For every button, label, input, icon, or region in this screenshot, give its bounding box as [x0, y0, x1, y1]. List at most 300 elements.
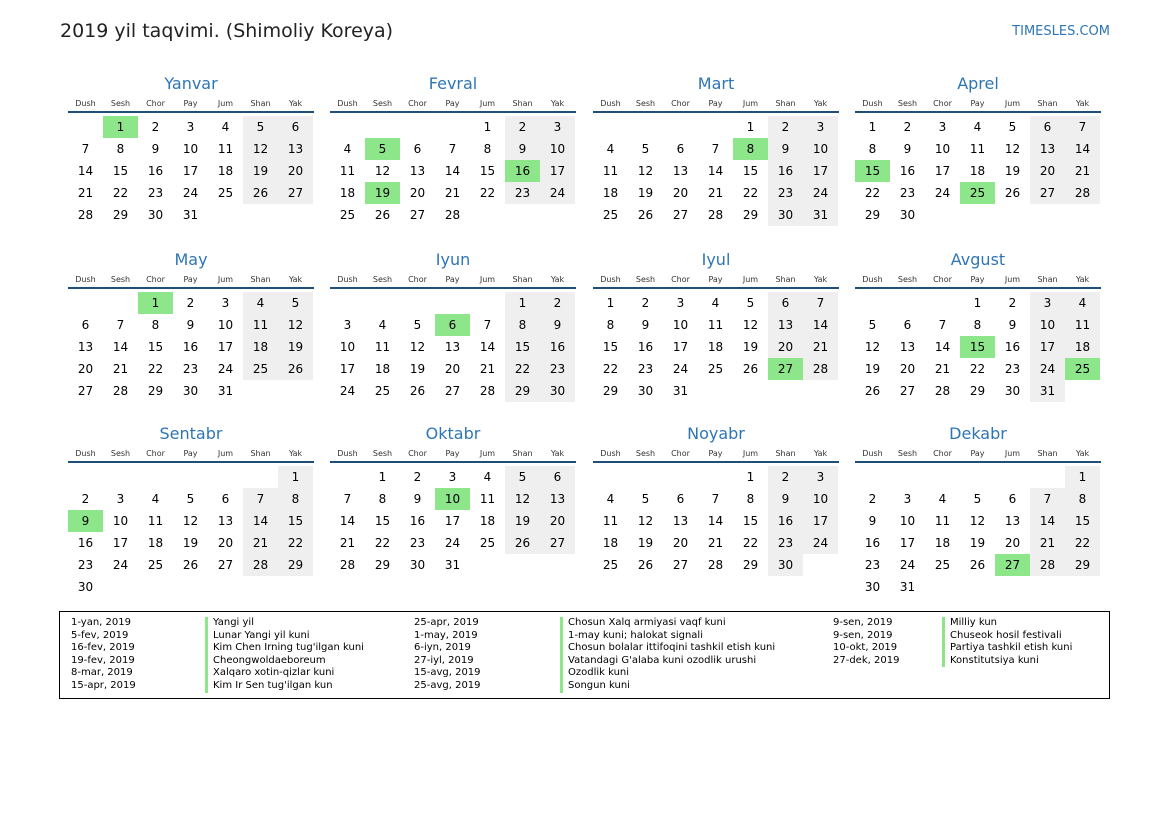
day-cell: 4 [221, 120, 230, 134]
day-cell: 4 [973, 120, 982, 134]
month-may [68, 249, 314, 402]
weekday-label: Chor [408, 449, 427, 458]
legend-holiday-name: Partiya tashkil etish kuni [942, 642, 1072, 655]
day-cell: 1 [483, 120, 492, 134]
weekday-label: Sesh [110, 99, 131, 108]
month-iyul [593, 249, 839, 402]
month-fevral [330, 73, 576, 226]
day-cell: 16 [505, 160, 540, 182]
day-cell: 14 [444, 164, 461, 178]
weekday-label: Chor [671, 99, 690, 108]
day-cell: 5 [413, 318, 422, 332]
day-cell: 7 [711, 142, 720, 156]
day-cell: 5 [186, 492, 195, 506]
day-cell: 23 [637, 362, 654, 376]
empty-cell [103, 292, 138, 314]
weekday-label: Dush [75, 99, 96, 108]
day-cell: 24 [1030, 358, 1065, 380]
day-cell: 19 [969, 536, 986, 550]
day-cell: 14 [1065, 138, 1100, 160]
day-cell: 13 [672, 514, 689, 528]
legend-date: 27-iyl, 2019 [414, 654, 474, 666]
day-cell: 16 [147, 164, 164, 178]
day-cell: 18 [243, 336, 278, 358]
day-cell: 5 [641, 142, 650, 156]
day-cell: 23 [768, 532, 803, 554]
day-grid [593, 116, 839, 226]
day-cell: 28 [243, 554, 278, 576]
day-cell: 5 [746, 296, 755, 310]
day-cell: 30 [182, 384, 199, 398]
legend-date: 9-sen, 2019 [833, 629, 893, 641]
day-cell: 9 [68, 510, 103, 532]
day-cell: 31 [672, 384, 689, 398]
day-cell: 1 [1065, 466, 1100, 488]
day-cell: 19 [864, 362, 881, 376]
weekday-label: Yak [813, 275, 828, 284]
day-cell: 13 [77, 340, 94, 354]
day-cell: 21 [803, 336, 838, 358]
day-cell: 17 [540, 160, 575, 182]
day-cell: 8 [483, 142, 492, 156]
weekday-label: Pay [970, 275, 985, 284]
legend-date: 16-fev, 2019 [71, 642, 135, 654]
day-cell: 23 [147, 186, 164, 200]
day-cell: 19 [1004, 164, 1021, 178]
day-cell: 11 [243, 314, 278, 336]
day-cell: 9 [768, 488, 803, 510]
day-cell: 31 [1030, 380, 1065, 402]
day-cell: 1 [973, 296, 982, 310]
day-cell: 18 [707, 340, 724, 354]
day-cell: 29 [742, 208, 759, 222]
day-cell: 9 [151, 142, 160, 156]
day-cell: 3 [540, 116, 575, 138]
day-cell: 11 [969, 142, 986, 156]
month-aprel [855, 73, 1101, 226]
day-cell: 5 [278, 292, 313, 314]
weekday-label: Jum [1004, 275, 1021, 284]
day-cell: 30 [1004, 384, 1021, 398]
month-mart [593, 73, 839, 226]
day-cell: 26 [505, 532, 540, 554]
day-cell: 13 [1030, 138, 1065, 160]
day-cell: 4 [938, 492, 947, 506]
day-cell: 21 [707, 186, 724, 200]
empty-cell [68, 466, 103, 488]
day-cell: 23 [505, 182, 540, 204]
day-cell: 15 [505, 336, 540, 358]
day-cell: 26 [374, 208, 391, 222]
empty-cell [400, 116, 435, 138]
day-cell: 17 [934, 164, 951, 178]
weekday-label: Shan [1037, 275, 1058, 284]
day-cell: 29 [147, 384, 164, 398]
weekday-label: Sesh [110, 449, 131, 458]
empty-cell [330, 292, 365, 314]
legend-holiday-name: Lunar Yangi yil kuni [205, 630, 364, 643]
day-cell: 30 [77, 580, 94, 594]
day-cell: 12 [278, 314, 313, 336]
day-cell: 8 [505, 314, 540, 336]
day-cell: 9 [186, 318, 195, 332]
day-cell: 17 [182, 164, 199, 178]
empty-cell [330, 466, 365, 488]
day-cell: 23 [409, 536, 426, 550]
day-cell: 21 [243, 532, 278, 554]
day-grid [855, 466, 1101, 598]
calendar-grid [68, 73, 1102, 608]
day-cell: 27 [899, 384, 916, 398]
day-grid [330, 466, 576, 576]
legend-names [942, 617, 1072, 667]
day-cell: 11 [934, 514, 951, 528]
legend-date: 19-fev, 2019 [71, 654, 135, 666]
weekday-header [330, 97, 576, 113]
day-cell: 23 [540, 358, 575, 380]
day-cell: 14 [77, 164, 94, 178]
holiday-legend [59, 611, 1110, 699]
empty-cell [330, 116, 365, 138]
day-cell: 30 [899, 208, 916, 222]
day-cell: 4 [606, 492, 615, 506]
day-grid [593, 292, 839, 402]
day-cell: 19 [742, 340, 759, 354]
day-cell: 9 [540, 314, 575, 336]
day-cell: 5 [505, 466, 540, 488]
month-name: Fevral [428, 74, 478, 93]
day-cell: 22 [864, 186, 881, 200]
day-cell: 11 [339, 164, 356, 178]
day-cell: 7 [483, 318, 492, 332]
legend-holiday-name: Chosun bolalar ittifoqini tashkil etish kuni [560, 642, 775, 655]
day-cell: 5 [868, 318, 877, 332]
day-cell: 11 [374, 340, 391, 354]
weekday-label: Dush [862, 99, 883, 108]
empty-cell [400, 292, 435, 314]
weekday-label: Jum [217, 99, 234, 108]
day-cell: 19 [505, 510, 540, 532]
weekday-header [68, 447, 314, 463]
month-name: Dekabr [949, 424, 1007, 443]
day-cell: 3 [903, 492, 912, 506]
day-cell: 27 [217, 558, 234, 572]
empty-cell [593, 466, 628, 488]
day-cell: 30 [409, 558, 426, 572]
day-cell: 26 [278, 358, 313, 380]
day-cell: 9 [1008, 318, 1017, 332]
empty-cell [855, 292, 890, 314]
day-cell: 12 [864, 340, 881, 354]
legend-date: 15-apr, 2019 [71, 679, 136, 691]
weekday-label: Jum [1004, 449, 1021, 458]
weekday-label: Yak [1075, 99, 1090, 108]
day-cell: 8 [733, 138, 768, 160]
month-sentabr [68, 423, 314, 598]
day-cell: 22 [742, 186, 759, 200]
day-cell: 28 [339, 558, 356, 572]
weekday-label: Chor [408, 99, 427, 108]
weekday-label: Yak [550, 449, 565, 458]
legend-date: 1-may, 2019 [414, 629, 478, 641]
day-cell: 1 [138, 292, 173, 314]
weekday-label: Pay [970, 449, 985, 458]
day-cell: 4 [606, 142, 615, 156]
day-cell: 26 [969, 558, 986, 572]
day-cell: 15 [960, 336, 995, 358]
day-cell: 12 [243, 138, 278, 160]
day-cell: 21 [112, 362, 129, 376]
empty-cell [365, 292, 400, 314]
weekday-header [593, 447, 839, 463]
day-cell: 21 [339, 536, 356, 550]
day-cell: 27 [77, 384, 94, 398]
day-cell: 29 [374, 558, 391, 572]
day-grid [593, 466, 839, 576]
legend-holiday-name: Kim Chen Irning tug'ilgan kuni [205, 642, 364, 655]
day-cell: 6 [221, 492, 230, 506]
day-cell: 6 [413, 142, 422, 156]
weekday-label: Chor [146, 99, 165, 108]
weekday-label: Pay [183, 275, 198, 284]
day-cell: 10 [1030, 314, 1065, 336]
day-cell: 9 [641, 318, 650, 332]
day-cell: 6 [1030, 116, 1065, 138]
empty-cell [663, 466, 698, 488]
day-cell: 3 [676, 296, 685, 310]
day-cell: 3 [221, 296, 230, 310]
day-cell: 14 [707, 164, 724, 178]
day-cell: 2 [505, 116, 540, 138]
weekday-label: Pay [183, 449, 198, 458]
day-cell: 8 [151, 318, 160, 332]
day-cell: 9 [903, 142, 912, 156]
weekday-label: Dush [600, 99, 621, 108]
empty-cell [855, 466, 890, 488]
day-cell: 16 [864, 536, 881, 550]
day-cell: 2 [641, 296, 650, 310]
month-noyabr [593, 423, 839, 576]
weekday-header [68, 273, 314, 289]
weekday-label: Jum [742, 99, 759, 108]
day-cell: 16 [409, 514, 426, 528]
day-cell: 28 [112, 384, 129, 398]
day-cell: 25 [960, 182, 995, 204]
day-cell: 16 [540, 336, 575, 358]
month-oktabr [330, 423, 576, 576]
day-cell: 10 [934, 142, 951, 156]
day-cell: 13 [444, 340, 461, 354]
day-cell: 4 [378, 318, 387, 332]
day-cell: 3 [343, 318, 352, 332]
weekday-label: Dush [75, 275, 96, 284]
day-cell: 12 [409, 340, 426, 354]
day-cell: 17 [112, 536, 129, 550]
day-cell: 25 [147, 558, 164, 572]
month-dekabr [855, 423, 1101, 598]
day-cell: 20 [1004, 536, 1021, 550]
day-grid [855, 292, 1101, 402]
day-cell: 12 [637, 164, 654, 178]
weekday-label: Yak [288, 275, 303, 284]
day-cell: 22 [742, 536, 759, 550]
day-cell: 18 [969, 164, 986, 178]
day-cell: 21 [934, 362, 951, 376]
empty-cell [628, 466, 663, 488]
legend-names [205, 617, 364, 693]
weekday-label: Chor [671, 449, 690, 458]
day-cell: 29 [864, 208, 881, 222]
weekday-label: Dush [600, 449, 621, 458]
day-cell: 17 [899, 536, 916, 550]
day-cell: 31 [217, 384, 234, 398]
day-cell: 15 [855, 160, 890, 182]
weekday-label: Yak [288, 99, 303, 108]
day-cell: 5 [973, 492, 982, 506]
weekday-label: Yak [550, 99, 565, 108]
weekday-label: Dush [75, 449, 96, 458]
day-cell: 11 [479, 492, 496, 506]
day-cell: 22 [602, 362, 619, 376]
day-cell: 12 [637, 514, 654, 528]
day-cell: 20 [278, 160, 313, 182]
day-cell: 11 [147, 514, 164, 528]
day-cell: 16 [77, 536, 94, 550]
day-cell: 12 [505, 488, 540, 510]
day-cell: 15 [147, 340, 164, 354]
weekday-label: Dush [337, 449, 358, 458]
day-grid [68, 116, 314, 226]
day-cell: 26 [864, 384, 881, 398]
day-cell: 8 [278, 488, 313, 510]
day-cell: 10 [899, 514, 916, 528]
weekday-label: Yak [813, 449, 828, 458]
weekday-label: Shan [512, 449, 533, 458]
day-cell: 12 [374, 164, 391, 178]
day-cell: 18 [339, 186, 356, 200]
day-cell: 15 [602, 340, 619, 354]
weekday-label: Pay [445, 449, 460, 458]
day-cell: 23 [1004, 362, 1021, 376]
month-name: Noyabr [687, 424, 745, 443]
day-cell: 10 [672, 318, 689, 332]
day-cell: 6 [81, 318, 90, 332]
month-name: Sentabr [159, 424, 223, 443]
day-cell: 15 [112, 164, 129, 178]
day-cell: 18 [1065, 336, 1100, 358]
day-cell: 10 [435, 488, 470, 510]
day-cell: 14 [243, 510, 278, 532]
legend-dates [833, 617, 899, 667]
empty-cell [435, 116, 470, 138]
empty-cell [698, 466, 733, 488]
day-cell: 19 [409, 362, 426, 376]
day-cell: 10 [217, 318, 234, 332]
weekday-label: Pay [708, 275, 723, 284]
day-cell: 11 [1065, 314, 1100, 336]
day-cell: 20 [672, 186, 689, 200]
day-cell: 30 [540, 380, 575, 402]
page-title: 2019 yil taqvimi. (Shimoliy Koreya) [60, 20, 394, 42]
day-grid [330, 292, 576, 402]
month-yanvar [68, 73, 314, 226]
day-cell: 18 [147, 536, 164, 550]
day-cell: 25 [339, 208, 356, 222]
site-link[interactable]: TIMESLES.COM [1012, 24, 1110, 39]
day-cell: 1 [103, 116, 138, 138]
day-cell: 17 [217, 340, 234, 354]
weekday-label: Shan [775, 99, 796, 108]
legend-holiday-name: Songun kuni [560, 680, 775, 693]
weekday-label: Sesh [635, 449, 656, 458]
weekday-label: Pay [445, 99, 460, 108]
weekday-label: Shan [250, 449, 271, 458]
weekday-header [593, 273, 839, 289]
day-cell: 22 [969, 362, 986, 376]
day-cell: 24 [803, 532, 838, 554]
day-grid [855, 116, 1101, 226]
day-cell: 19 [365, 182, 400, 204]
day-cell: 6 [1008, 492, 1017, 506]
day-cell: 10 [182, 142, 199, 156]
weekday-label: Shan [1037, 449, 1058, 458]
day-cell: 16 [768, 510, 803, 532]
day-cell: 24 [540, 182, 575, 204]
day-cell: 19 [278, 336, 313, 358]
weekday-label: Chor [146, 449, 165, 458]
day-cell: 24 [182, 186, 199, 200]
weekday-label: Yak [813, 99, 828, 108]
day-cell: 3 [938, 120, 947, 134]
day-cell: 24 [934, 186, 951, 200]
legend-dates [414, 617, 481, 693]
day-cell: 29 [969, 384, 986, 398]
weekday-label: Chor [408, 275, 427, 284]
day-cell: 15 [742, 514, 759, 528]
day-cell: 6 [676, 142, 685, 156]
day-cell: 27 [278, 182, 313, 204]
day-cell: 31 [899, 580, 916, 594]
day-cell: 4 [711, 296, 720, 310]
day-cell: 27 [444, 384, 461, 398]
day-cell: 20 [899, 362, 916, 376]
weekday-label: Sesh [372, 275, 393, 284]
empty-cell [890, 466, 925, 488]
day-cell: 2 [868, 492, 877, 506]
day-cell: 14 [1030, 510, 1065, 532]
month-name: Avgust [950, 250, 1006, 269]
legend-date: 25-avg, 2019 [414, 679, 481, 691]
empty-cell [995, 466, 1030, 488]
day-cell: 13 [899, 340, 916, 354]
day-cell: 28 [444, 208, 461, 222]
weekday-label: Chor [933, 99, 952, 108]
weekday-label: Jum [479, 99, 496, 108]
weekday-label: Sesh [897, 99, 918, 108]
day-cell: 23 [182, 362, 199, 376]
day-cell: 13 [540, 488, 575, 510]
day-cell: 8 [606, 318, 615, 332]
legend-date: 6-iyn, 2019 [414, 642, 471, 654]
weekday-label: Sesh [372, 449, 393, 458]
day-cell: 1 [278, 466, 313, 488]
day-cell: 7 [343, 492, 352, 506]
day-cell: 17 [672, 340, 689, 354]
day-cell: 10 [540, 138, 575, 160]
day-cell: 12 [182, 514, 199, 528]
month-name: Iyun [435, 250, 471, 269]
day-cell: 21 [479, 362, 496, 376]
